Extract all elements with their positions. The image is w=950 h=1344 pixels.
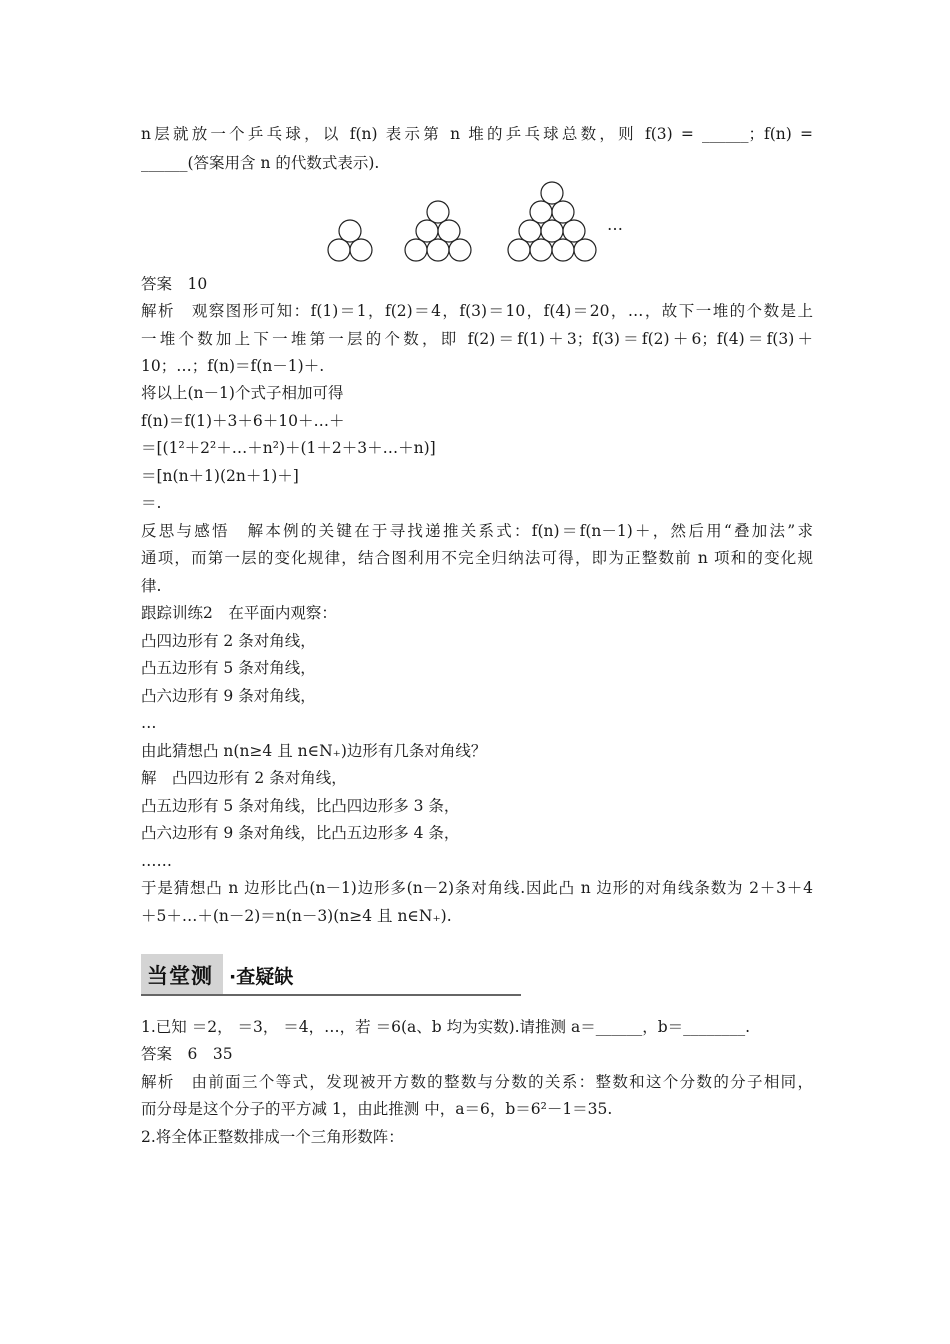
solution-ellipsis: …… bbox=[141, 852, 172, 870]
solution-line-3: 凸六边形有 9 条对角线，比凸五边形多 4 条， bbox=[141, 824, 460, 842]
formula-line-2: ＝[(1²＋2²＋…＋n²)＋(1＋2＋3＋…＋n)] bbox=[141, 439, 436, 457]
analysis-line-3: 10；…；f(n)＝f(n－1)＋. bbox=[141, 357, 325, 375]
formula-line-3: ＝[n(n＋1)(2n＋1)＋] bbox=[141, 467, 299, 485]
question-1: 1.已知 ＝2， ＝3， ＝4，…，若 ＝6(a、b 均为实数).请推测 a＝______，b＝________. bbox=[141, 1018, 751, 1036]
solution-line-1: 解 凸四边形有 2 条对角线， bbox=[141, 769, 347, 787]
problem-text-line-2: ______(答案用含 n 的代数式表示). bbox=[141, 154, 380, 172]
section-underline bbox=[141, 994, 521, 996]
question-2: 2.将全体正整数排成一个三角形数阵： bbox=[141, 1128, 404, 1146]
section-header bbox=[141, 954, 521, 998]
answer-line: 答案 10 bbox=[141, 275, 208, 293]
analysis-line-4: 将以上(n－1)个式子相加可得 bbox=[141, 384, 344, 402]
formula-line-1: f(n)＝f(1)＋3＋6＋10＋…＋ bbox=[141, 412, 345, 430]
solution-line-5: ＋5＋…＋(n－2)＝n(n－3)(n≥4 且 n∈N₊). bbox=[141, 907, 452, 925]
solution-line-4: 于是猜想凸 n 边形比凸(n－1)边形多(n－2)条对角线.因此凸 n 边形的对角线条数为 2＋3＋4 bbox=[141, 879, 813, 897]
exercise-question: 由此猜想凸 n(n≥4 且 n∈N₊)边形有几条对角线？ bbox=[141, 742, 487, 760]
analysis-line-2: 一堆个数加上下一堆第一层的个数，即 f(2)＝f(1)＋3；f(3)＝f(2)＋6；f(4)＝f(3)＋ bbox=[141, 330, 813, 348]
problem-text-line-1: n层就放一个乒乓球，以 f(n) 表示第 n 堆的乒乓球总数，则 f(3) = ______；f(n) = bbox=[141, 125, 813, 143]
exercise-ellipsis: … bbox=[141, 714, 157, 732]
section-subtitle: ·查疑缺 bbox=[229, 966, 294, 988]
analysis-line-1: 解析 观察图形可知：f(1)＝1，f(2)＝4，f(3)＝10，f(4)＝20，…，故下一堆的个数是上 bbox=[141, 302, 813, 320]
question-1-analysis-line-1: 解析 由前面三个等式，发现被开方数的整数与分数的关系：整数和这个分数的分子相同， bbox=[141, 1073, 813, 1091]
exercise-title: 跟踪训练2 在平面内观察： bbox=[141, 604, 337, 622]
reflection-line-3: 律. bbox=[141, 577, 162, 595]
reflection-line-2: 通项，而第一层的变化规律，结合图利用不完全归纳法可得，即为正整数前 n 项和的变化规 bbox=[141, 549, 813, 567]
question-1-analysis-line-2: 而分母是这个分子的平方减 1，由此推测 中，a＝6，b＝6²－1＝35. bbox=[141, 1100, 613, 1118]
section-title: 当堂测 bbox=[147, 964, 213, 988]
pile-circles-svg bbox=[0, 178, 950, 268]
figure-ellipsis: … bbox=[607, 215, 623, 234]
formula-line-4: ＝. bbox=[141, 494, 162, 512]
question-1-answer: 答案 6 35 bbox=[141, 1045, 233, 1063]
exercise-line-1: 凸四边形有 2 条对角线， bbox=[141, 632, 316, 650]
ping-pong-pile-figure bbox=[0, 178, 950, 268]
reflection-line-1: 反思与感悟 解本例的关键在于寻找递推关系式：f(n)＝f(n－1)＋，然后用“叠加法”求 bbox=[141, 522, 813, 540]
exercise-line-2: 凸五边形有 5 条对角线， bbox=[141, 659, 316, 677]
exercise-line-3: 凸六边形有 9 条对角线， bbox=[141, 687, 316, 705]
solution-line-2: 凸五边形有 5 条对角线，比凸四边形多 3 条， bbox=[141, 797, 460, 815]
